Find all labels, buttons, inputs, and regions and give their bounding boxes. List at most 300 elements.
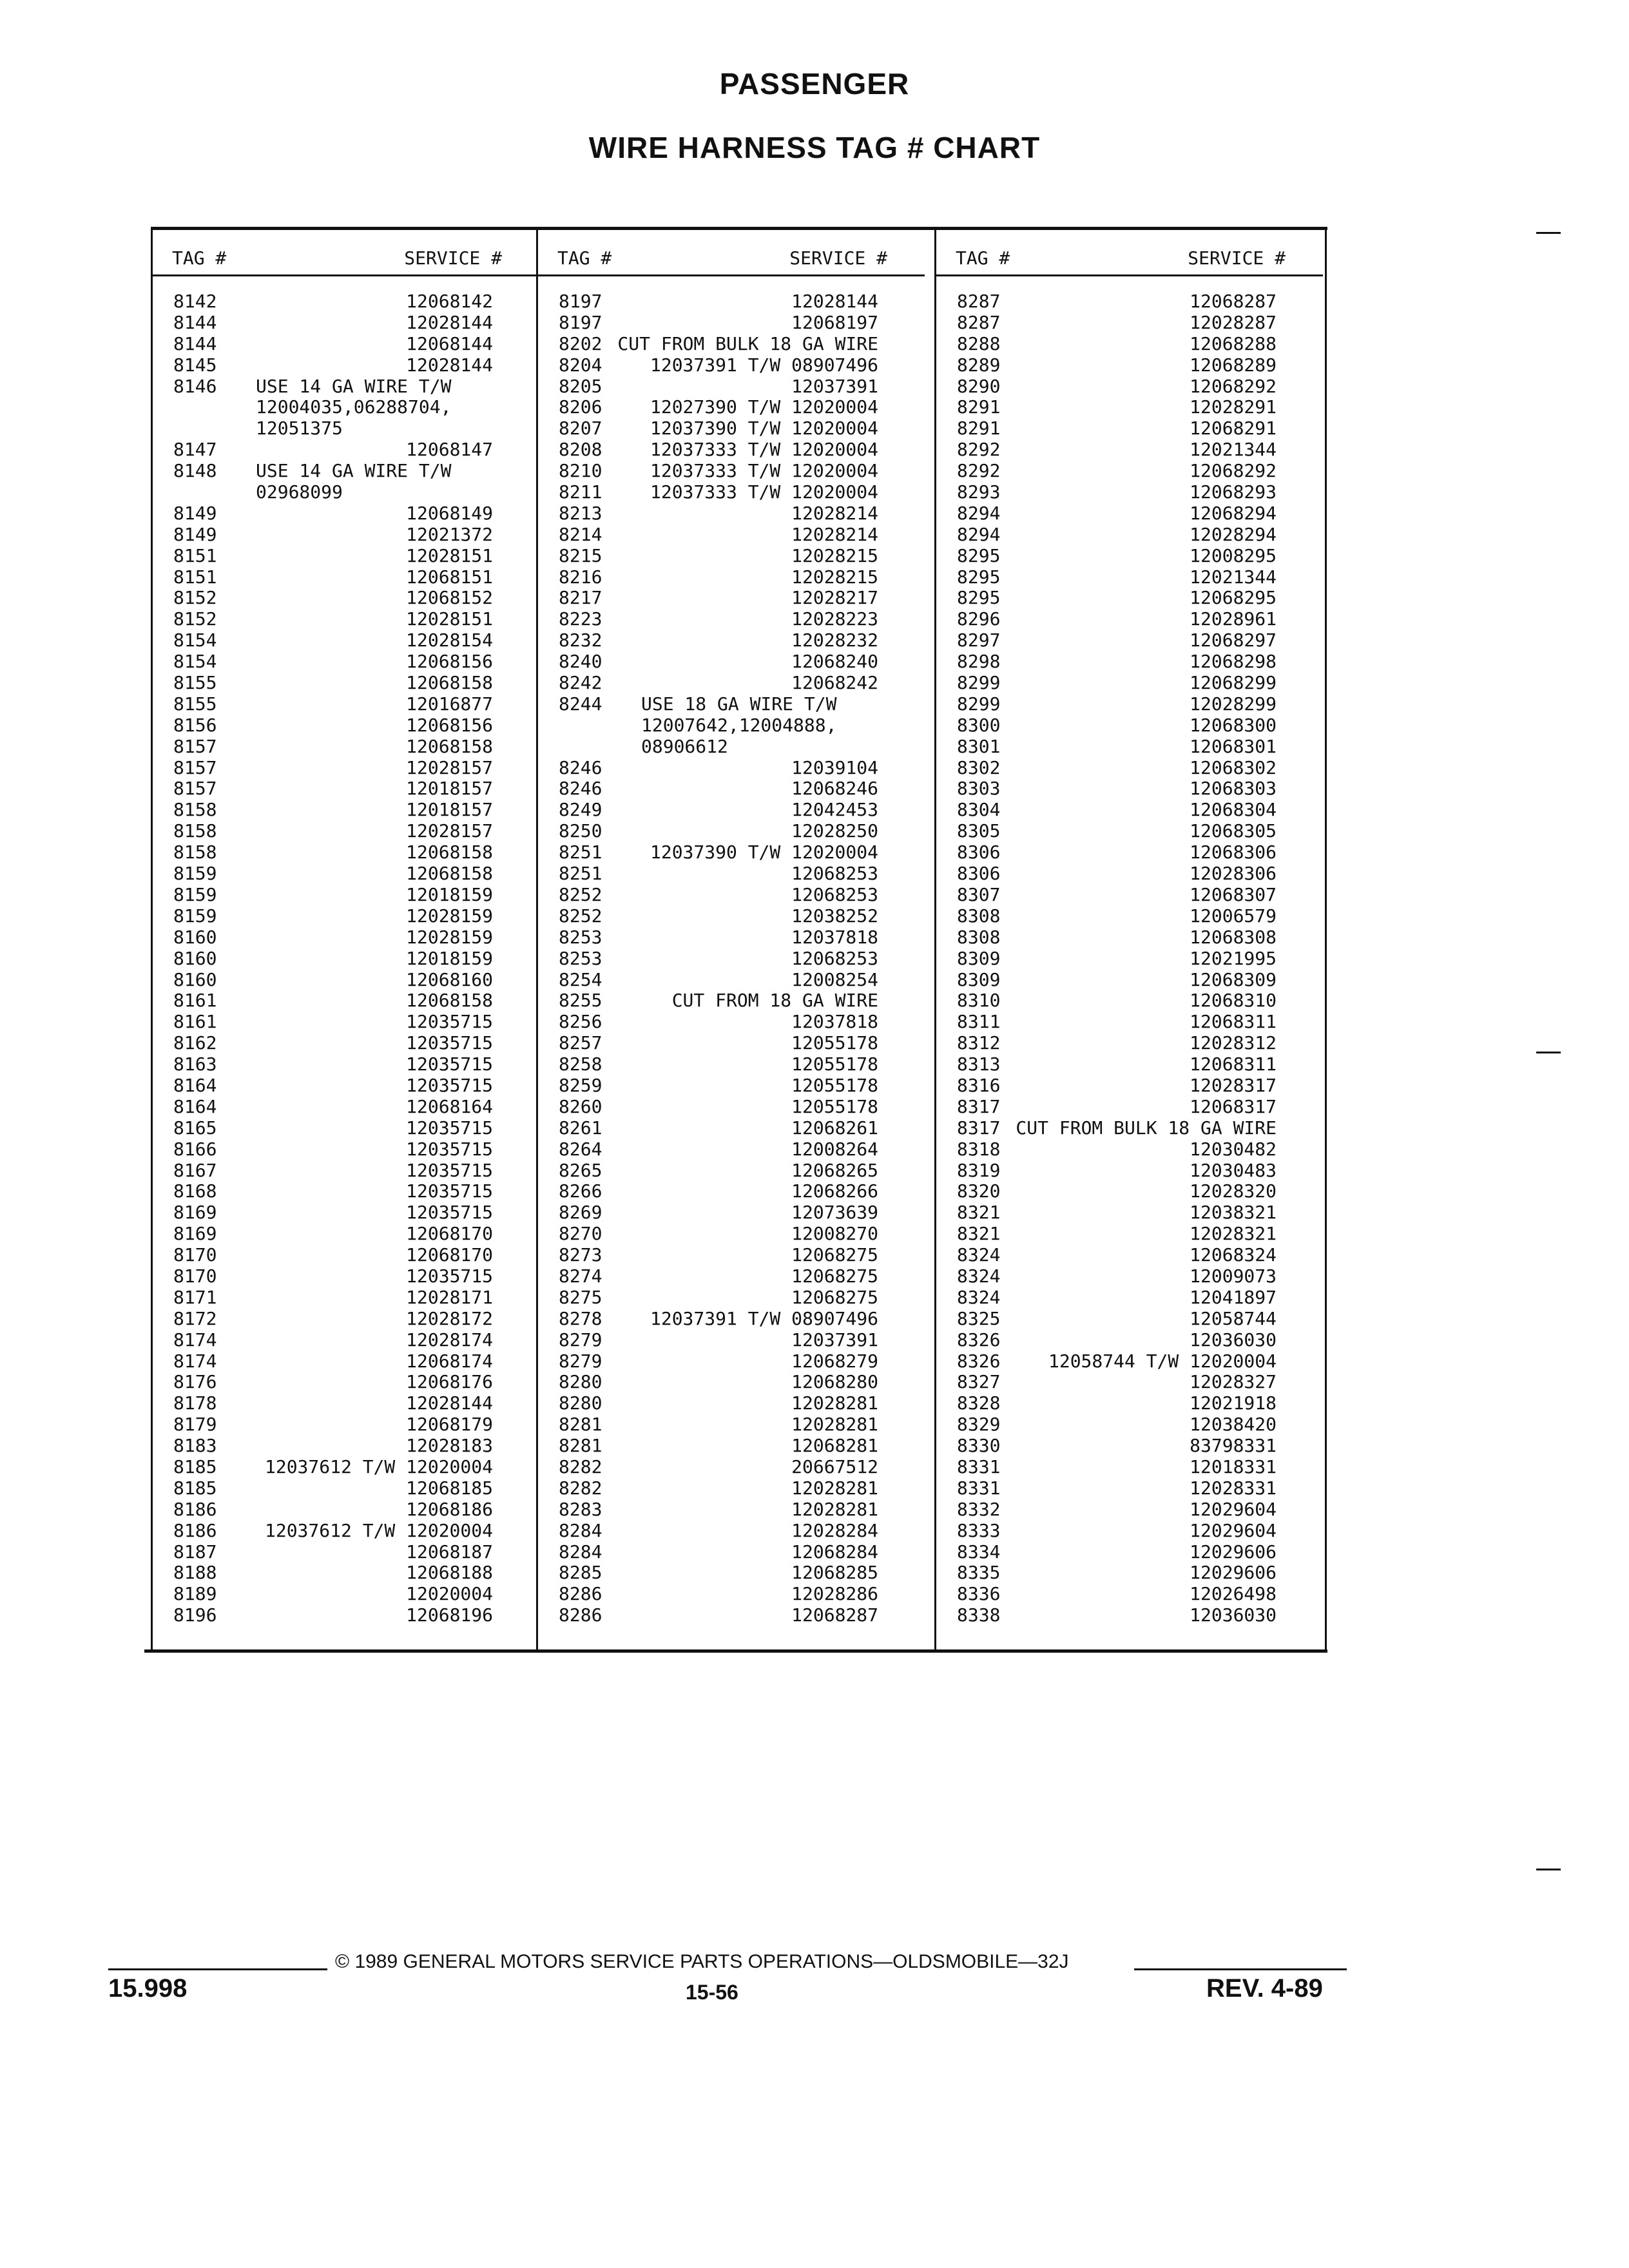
tag-number: 8172 [173,1307,217,1329]
tag-number: 8205 [559,375,602,397]
table-row [936,1075,1325,1097]
table-row [538,418,927,439]
tag-number: 8155 [173,693,217,715]
table-row [936,1330,1325,1351]
table-row [538,1351,927,1372]
tag-number: 8151 [173,544,217,566]
tag-number: 8288 [957,332,1001,354]
tag-number: 8269 [559,1202,602,1224]
service-number: 12035715 [406,1159,493,1181]
table-row [153,1245,542,1266]
tag-number: 8336 [957,1583,1001,1605]
header-service-label: SERVICE # [789,247,887,269]
table-row [936,694,1325,715]
tag-number: 8280 [559,1371,602,1393]
service-number: 12037612 T/W 12020004 [264,1519,493,1541]
tag-number: 8285 [559,1562,602,1584]
table-row [936,715,1325,736]
table-row [936,1118,1325,1139]
service-number: 12068158 [406,863,493,885]
tag-number: 8273 [559,1244,602,1266]
service-number: 12037390 T/W 12020004 [650,418,878,439]
service-number: 12068309 [1190,968,1277,990]
service-number: 12035715 [406,1138,493,1160]
table-row [153,503,542,524]
service-number: 12068158 [406,735,493,757]
tag-number: 8152 [173,587,217,609]
tag-number: 8324 [957,1286,1001,1308]
table-row [538,673,927,694]
service-number: 12016877 [406,693,493,715]
tag-number: 8159 [173,905,217,927]
service-number: 12037390 T/W 12020004 [650,841,878,863]
table-row [936,1605,1325,1626]
tag-number: 8251 [559,841,602,863]
service-number: 12068324 [1190,1244,1277,1266]
table-row [936,948,1325,970]
tag-number: 8311 [957,1011,1001,1033]
tag-number: 8160 [173,968,217,990]
service-number: 12068174 [406,1350,493,1372]
table-row [538,609,927,630]
tag-number: 8331 [957,1477,1001,1499]
table-row [936,1245,1325,1266]
tag-number: 8333 [957,1519,1001,1541]
service-number: 12008270 [791,1223,878,1245]
service-number: 12068275 [791,1244,878,1266]
tag-number: 8261 [559,1117,602,1139]
table-row [538,948,927,970]
service-number: 12027390 T/W 12020004 [650,396,878,418]
service-number: 12068285 [791,1562,878,1584]
tag-number: 8213 [559,502,602,524]
table-row [936,1309,1325,1330]
service-number: 12028287 [1190,311,1277,333]
table-row [936,970,1325,991]
tag-number: 8293 [957,481,1001,503]
service-number: 12028144 [406,1392,493,1414]
table-row [936,1562,1325,1584]
tag-number: 8179 [173,1414,217,1436]
service-number: 12068300 [1190,714,1277,736]
tag-number: 8329 [957,1414,1001,1436]
tag-number: 8202 [559,332,602,354]
service-number: 12028232 [791,629,878,651]
tag-number: 8331 [957,1456,1001,1477]
service-number: 12028286 [791,1583,878,1605]
service-number: 12035715 [406,1180,493,1202]
service-number: 12037818 [791,926,878,948]
table-row [153,291,542,312]
service-number: 12028172 [406,1307,493,1329]
service-number: 12068298 [1190,651,1277,673]
table-row [153,1393,542,1414]
tag-number: 8246 [559,756,602,778]
tag-number: 8310 [957,990,1001,1012]
table-row [153,1436,542,1457]
margin-mark [1536,1869,1561,1870]
margin-mark [1536,1052,1561,1053]
tag-number: 8151 [173,566,217,588]
service-number: 12037391 T/W 08907496 [650,1307,878,1329]
service-number: 12068292 [1190,460,1277,482]
service-number: 12037391 [791,375,878,397]
tag-number: 8154 [173,651,217,673]
table-row [538,990,927,1012]
table-row [538,736,927,758]
table-row [936,990,1325,1012]
tag-number: 8304 [957,799,1001,821]
service-number: 12008264 [791,1138,878,1160]
tag-number: 8169 [173,1223,217,1245]
table-row [936,376,1325,398]
table-row [153,630,542,651]
service-number: 12028291 [1190,396,1277,418]
table-row [538,842,927,863]
service-number: 12068261 [791,1117,878,1139]
tag-number: 8207 [559,418,602,439]
footer-code: 15.998 [108,1974,188,2003]
margin-mark [1536,232,1561,234]
service-number: 12028281 [791,1414,878,1436]
table-row [538,1436,927,1457]
table-row [936,1054,1325,1075]
service-number: 12028281 [791,1477,878,1499]
service-number: 12037333 T/W 12020004 [650,439,878,461]
tag-number: 8147 [173,439,217,461]
table-row [153,694,542,715]
service-number: 12068188 [406,1562,493,1584]
service-number: 20667512 [791,1456,878,1477]
table-row [153,1372,542,1393]
table-row [153,1160,542,1182]
table-row [936,1181,1325,1202]
table-row [153,1287,542,1309]
table-row [538,1584,927,1605]
tag-number: 8255 [559,990,602,1012]
table-row [538,1202,927,1224]
footer-rule-left [108,1968,327,1970]
table-row [936,1393,1325,1414]
service-number: 12035715 [406,1011,493,1033]
tag-number: 8169 [173,1202,217,1224]
tag-number: 8281 [559,1414,602,1436]
service-number: 12068253 [791,883,878,905]
tag-number: 8275 [559,1286,602,1308]
table-row [936,524,1325,546]
table-row [936,1139,1325,1160]
table-column-3 [936,229,1325,1647]
service-number: 12018159 [406,883,493,905]
table-row [936,736,1325,758]
table-row [153,778,542,800]
tag-number: 8204 [559,354,602,376]
table-row [153,1309,542,1330]
tag-number: 8252 [559,905,602,927]
page-title-line1: PASSENGER [719,67,910,101]
table-row [936,588,1325,609]
table-row [936,397,1325,418]
table-row [153,736,542,758]
tag-number: 8283 [559,1498,602,1520]
table-row [153,1266,542,1287]
table-row [538,863,927,885]
table-row [936,630,1325,651]
table-row [538,1309,927,1330]
table-row [538,885,927,906]
service-number: 83798331 [1190,1435,1277,1457]
tag-number: 8317 [957,1095,1001,1117]
service-number: 12068310 [1190,990,1277,1012]
tag-number: 8252 [559,883,602,905]
tag-number: 8161 [173,1011,217,1033]
service-number: 12058744 T/W 12020004 [1048,1350,1277,1372]
table-row [936,355,1325,376]
service-number: 12068152 [406,587,493,609]
table-row [538,1118,927,1139]
table-row [538,1160,927,1182]
tag-number: 8214 [559,523,602,545]
table-row [153,1075,542,1097]
service-number: 12068294 [1190,502,1277,524]
table-row [153,1033,542,1054]
tag-number: 8223 [559,608,602,630]
tag-number: 8291 [957,418,1001,439]
tag-number: 8257 [559,1032,602,1054]
service-number: 12028183 [406,1435,493,1457]
table-row [936,291,1325,312]
tag-number: 8284 [559,1519,602,1541]
table-row [538,1097,927,1118]
service-number: 12018157 [406,799,493,821]
service-number: 12037612 T/W 12020004 [264,1456,493,1477]
tag-number: 8142 [173,291,217,312]
tag-number: 8145 [173,354,217,376]
table-row [538,1245,927,1266]
table-row [936,778,1325,800]
table-row [538,630,927,651]
tag-number: 8326 [957,1329,1001,1350]
tag-number: 8270 [559,1223,602,1245]
footer-rule-right [1134,1968,1347,1970]
tag-number: 8295 [957,544,1001,566]
service-number: 12028144 [406,354,493,376]
service-number: 12029604 [1190,1519,1277,1541]
tag-number: 8309 [957,968,1001,990]
service-number: 12055178 [791,1053,878,1075]
tag-number: 8278 [559,1307,602,1329]
tag-number: 8282 [559,1477,602,1499]
tag-number: 8294 [957,502,1001,524]
service-number: 12068176 [406,1371,493,1393]
service-number: 12068158 [406,841,493,863]
table-row [153,524,542,546]
table-row [936,482,1325,503]
table-row [153,461,542,482]
tag-number: 8298 [957,651,1001,673]
tag-number: 8144 [173,311,217,333]
tag-number: 8158 [173,820,217,842]
table-row [538,1542,927,1563]
tag-number: 8161 [173,990,217,1012]
tag-number: 8320 [957,1180,1001,1202]
table-row [153,1351,542,1372]
table-row [538,1562,927,1584]
table-row [153,1478,542,1499]
table-row [936,503,1325,524]
service-number: 12068287 [1190,291,1277,312]
service-number: 12028174 [406,1329,493,1350]
service-number: 12068291 [1190,418,1277,439]
service-number: 12028217 [791,587,878,609]
table-row [538,927,927,948]
table-row [538,800,927,821]
service-number: 12055178 [791,1032,878,1054]
tag-number: 8302 [957,756,1001,778]
table-row [153,546,542,567]
tag-number: 8287 [957,311,1001,333]
tag-number: 8186 [173,1498,217,1520]
table-row [538,1075,927,1097]
tag-number: 8168 [173,1180,217,1202]
table-row [936,461,1325,482]
service-number: 12068303 [1190,778,1277,800]
service-number: 12068306 [1190,841,1277,863]
tag-number: 8299 [957,693,1001,715]
service-number: 12028159 [406,926,493,948]
service-number: 12028961 [1190,608,1277,630]
tag-number: 8178 [173,1392,217,1414]
tag-number: 8295 [957,587,1001,609]
table-row [538,1266,927,1287]
service-note: 02968099 [256,481,343,503]
service-number: 12028281 [791,1498,878,1520]
table-row [153,1457,542,1478]
service-number: 12068311 [1190,1053,1277,1075]
table-row [936,1033,1325,1054]
tag-number: 8306 [957,863,1001,885]
table-row [936,418,1325,439]
tag-number: 8146 [173,375,217,397]
service-number: 12018331 [1190,1456,1277,1477]
tag-number: 8164 [173,1095,217,1117]
service-number: 12029604 [1190,1498,1277,1520]
service-number: 12020004 [406,1583,493,1605]
tag-number: 8312 [957,1032,1001,1054]
table-row [153,1118,542,1139]
service-number: 12068292 [1190,375,1277,397]
service-number: 12068196 [406,1604,493,1626]
service-number: 12028159 [406,905,493,927]
tag-number: 8319 [957,1159,1001,1181]
service-number: 12037391 T/W 08907496 [650,354,878,376]
service-number: CUT FROM BULK 18 GA WIRE [617,332,878,354]
service-number: 12028144 [791,291,878,312]
table-row [936,1012,1325,1033]
tag-number: 8185 [173,1456,217,1477]
tag-number: 8324 [957,1265,1001,1287]
service-number: 12068305 [1190,820,1277,842]
tag-number: 8148 [173,460,217,482]
table-row [153,1054,542,1075]
service-note: 08906612 [641,735,728,757]
table-row [153,1202,542,1224]
service-number: 12068149 [406,502,493,524]
service-number: 12068288 [1190,332,1277,354]
table-row [538,312,927,334]
tag-number: 8327 [957,1371,1001,1393]
table-row [936,821,1325,842]
tag-chart-table [144,227,1327,1653]
tag-number: 8254 [559,968,602,990]
header-tag-label: TAG # [557,247,612,269]
service-number: 12030482 [1190,1138,1277,1160]
service-number: 12028214 [791,523,878,545]
service-number: 12068317 [1190,1095,1277,1117]
service-note: USE 14 GA WIRE T/W [256,460,452,482]
tag-number: 8258 [559,1053,602,1075]
table-row [936,609,1325,630]
service-number: 12009073 [1190,1265,1277,1287]
tag-number: 8299 [957,672,1001,694]
page-title-line2: WIRE HARNESS TAG # CHART [588,131,1041,164]
table-row [538,482,927,503]
service-number: 12068297 [1190,629,1277,651]
tag-number: 8189 [173,1583,217,1605]
table-row [153,715,542,736]
service-note: 12004035,06288704, [256,396,452,418]
column-header [936,229,1323,276]
table-row [153,1224,542,1245]
table-row [153,927,542,948]
service-number: 12068144 [406,332,493,354]
tag-number: 8300 [957,714,1001,736]
tag-number: 8159 [173,883,217,905]
table-row [936,1542,1325,1563]
service-number: 12068275 [791,1286,878,1308]
table-column-1 [153,229,542,1647]
tag-number: 8185 [173,1477,217,1499]
service-number: 12068284 [791,1541,878,1562]
tag-number: 8166 [173,1138,217,1160]
service-number: 12037333 T/W 12020004 [650,481,878,503]
service-number: 12036030 [1190,1604,1277,1626]
service-number: 12068287 [791,1604,878,1626]
table-row [538,1414,927,1436]
tag-number: 8284 [559,1541,602,1562]
tag-number: 8156 [173,714,217,736]
table-row [538,1287,927,1309]
tag-number: 8149 [173,523,217,545]
service-number: 12042453 [791,799,878,821]
tag-number: 8266 [559,1180,602,1202]
table-row [538,376,927,398]
table-row [538,1054,927,1075]
service-number: 12029606 [1190,1541,1277,1562]
service-number: 12068301 [1190,735,1277,757]
table-row [153,885,542,906]
table-row [153,1012,542,1033]
tag-number: 8174 [173,1350,217,1372]
table-row [153,800,542,821]
service-number: 12035715 [406,1032,493,1054]
tag-number: 8286 [559,1604,602,1626]
tag-number: 8170 [173,1244,217,1266]
table-row [936,1521,1325,1542]
tag-number: 8144 [173,332,217,354]
tag-number: 8215 [559,544,602,566]
table-row [153,990,542,1012]
